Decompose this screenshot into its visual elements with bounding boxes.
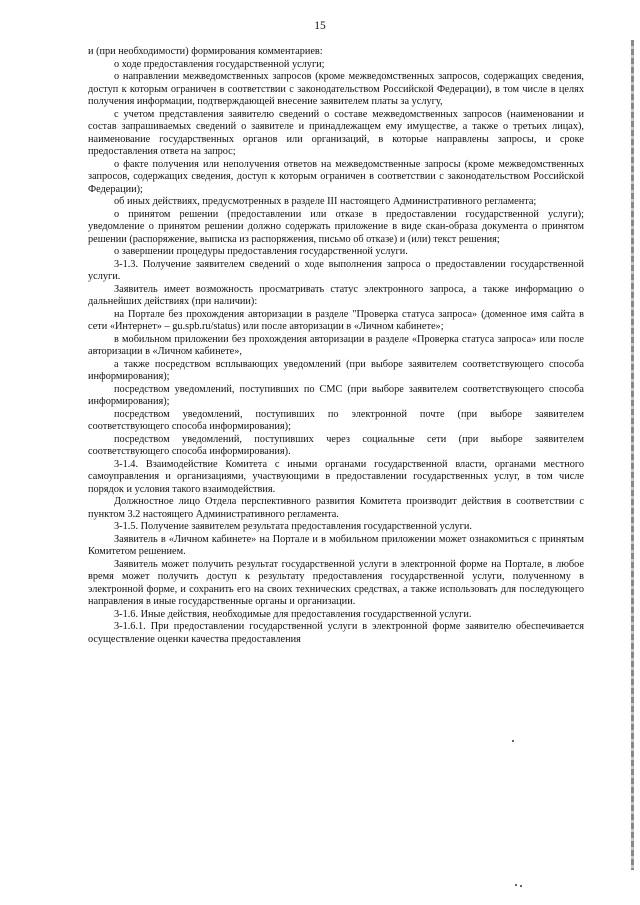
paragraph: а также посредством всплывающих уведомлений (при выборе заявителем соответствующего способа информирования); <box>88 358 584 382</box>
paragraph: и (при необходимости) формирования комментариев: <box>88 46 323 57</box>
paragraph: 3-1.5. Получение заявителем результата предоставления государственной услуги. <box>114 521 472 532</box>
paragraph: 3-1.4. Взаимодействие Комитета с иными органами государственной власти, органами местного самоуправления и организациями, участвующими в предоставлении государственных услуг, в том числе порядок и условия такого взаимодействия. <box>88 458 584 495</box>
paragraph: о завершении процедуры предоставления государственной услуги. <box>114 246 408 257</box>
scan-speck <box>520 885 522 887</box>
paragraph: о принятом решении (предоставлении или отказе в предоставлении государственной услуги); уведомление о принятом решении должно содержать приложение в виде скан-образа документа о принятом решении (распоряжение, выписка из распоряжения, письмо об отказе) и (или) текст решения; <box>88 208 584 245</box>
paragraph: о ходе предоставления государственной услуги; <box>114 58 325 70</box>
paragraph: на Портале без прохождения авторизации в разделе "Проверка статуса запроса» (доменное имя сайта в сети «Интернет» – gu.spb.ru/status) или после авторизации в «Личном кабинете»; <box>88 308 584 332</box>
paragraph: 3-1.6. Иные действия, необходимые для предоставления государственной услуги. <box>114 608 472 620</box>
paragraph: Заявитель имеет возможность просматривать статус электронного запроса, а также информацию о дальнейших действиях (при наличии): <box>88 283 584 307</box>
paragraph: посредством уведомлений, поступивших по СМС (при выборе заявителем соответствующего способа информирования); <box>88 383 584 407</box>
scan-edge-artifact <box>631 40 634 870</box>
paragraph: Заявитель в «Личном кабинете» на Портале и в мобильном приложении может ознакомиться с принятым Комитетом решением. <box>88 533 584 557</box>
scan-speck <box>515 884 517 886</box>
paragraph: об иных действиях, предусмотренных в разделе III настоящего Административного регламента; <box>114 196 537 207</box>
paragraph: посредством уведомлений, поступивших через социальные сети (при выборе заявителем соответствующего способа информирования). <box>88 433 584 457</box>
paragraph: о факте получения или неполучения ответов на межведомственные запросы (кроме межведомственных запросов, содержащих сведения, доступ к которым ограничен в соответствии с законодательством Российской Федерации); <box>88 158 584 195</box>
scan-speck <box>512 740 514 742</box>
page-number: 15 <box>314 20 326 32</box>
paragraph: Заявитель может получить результат государственной услуги в электронной форме на Портале, в любое время может получить доступ к результату предоставления государственной услуги, полученному в электронной форме, и сохранить его на своих технических средствах, а также использовать для последующего направления в иные государственные органы и организации. <box>88 558 584 607</box>
paragraph: 3-1.6.1. При предоставлении государственной услуги в электронной форме заявителю обеспечивается осуществление оценки качества предоставления <box>88 621 584 645</box>
paragraph: посредством уведомлений, поступивших по электронной почте (при выборе заявителем соответствующего способа информирования); <box>88 408 584 432</box>
document-body <box>88 46 584 646</box>
paragraph: Должностное лицо Отдела перспективного развития Комитета производит действия в соответствии с пунктом 3.2 настоящего Административного регламента. <box>88 496 584 520</box>
paragraph: о направлении межведомственных запросов (кроме межведомственных запросов, содержащих сведения, доступ к которым ограничен в соответствии с законодательством Российской Федерации), в том числе в целях получения информации, подтверждающей внесение заявителем платы за услугу, <box>88 71 584 107</box>
paragraph: с учетом представления заявителю сведений о составе межведомственных запросов (наименовании и состав запрашиваемых сведений о заявителе и принадлежащем ему имуществе, а также о третьих лицах), наименование государственных органов или организаций, в которые направлены запросы, и сроке предоставления ответа на запрос; <box>88 108 584 157</box>
paragraph: 3-1.3. Получение заявителем сведений о ходе выполнения запроса о предоставлении государственной услуги. <box>88 258 584 282</box>
paragraph: в мобильном приложении без прохождения авторизации в разделе «Проверка статуса запроса» или после авторизации в «Личном кабинете», <box>88 333 584 357</box>
